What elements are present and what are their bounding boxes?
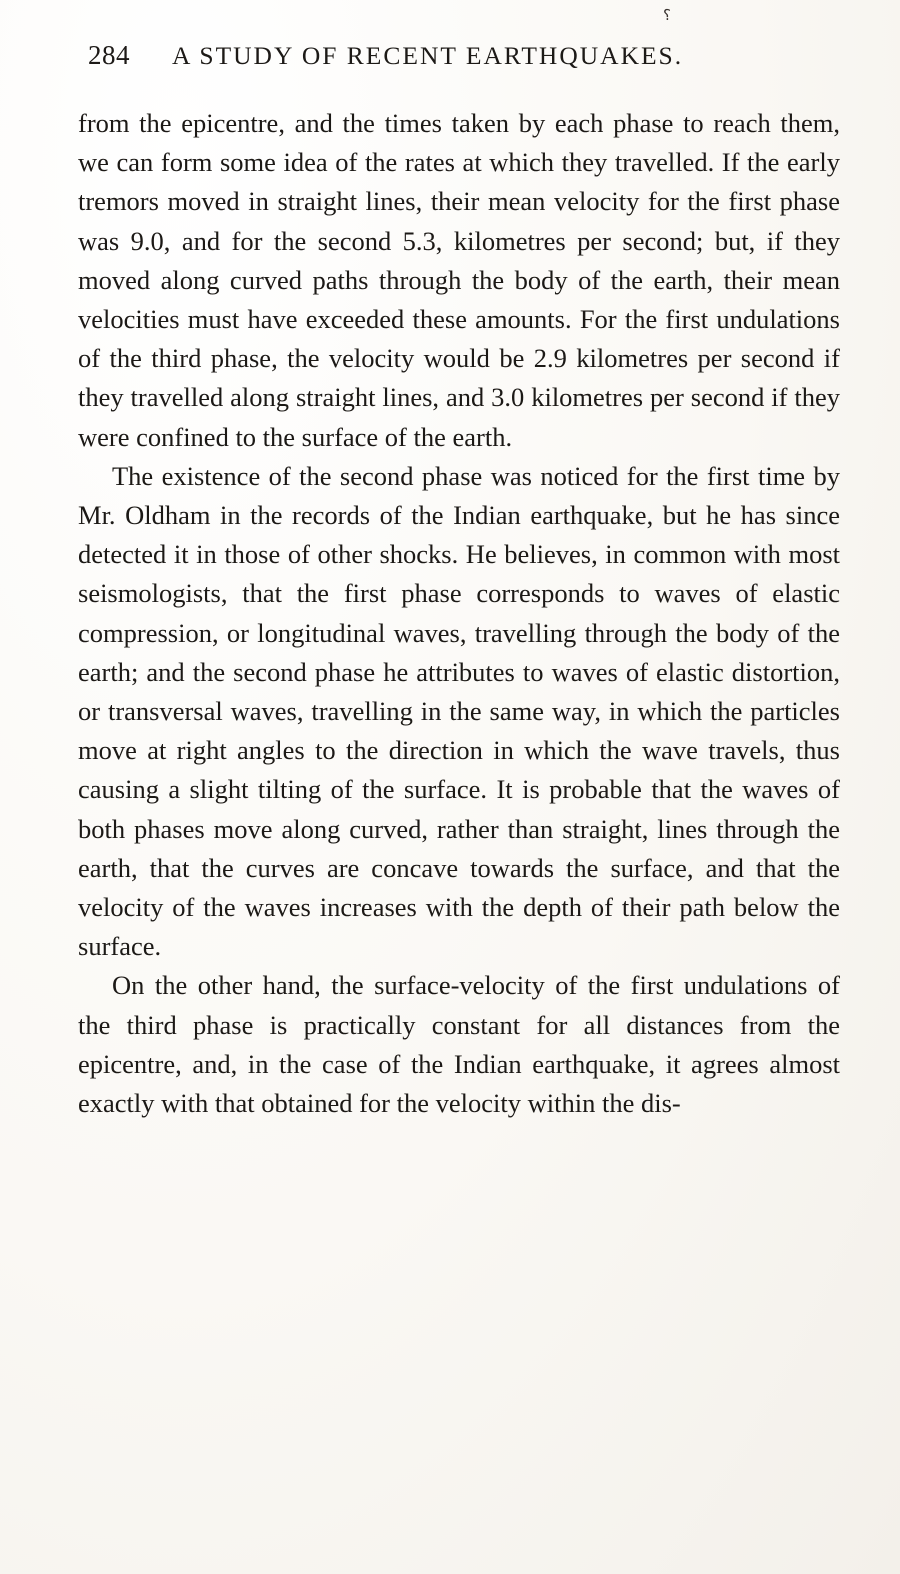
running-head: A STUDY OF RECENT EARTHQUAKES. (172, 41, 684, 70)
paragraph: The existence of the second phase was noticed for the first time by Mr. Oldham in the records of the Indian earthquake, but he has since detected it in those of other shocks. He believes, in common with most seismologists, that the first phase corresponds to waves of elastic compression, or longitudinal waves, travelling through the body of the earth; and the second phase he attributes to waves of elastic distortion, or transversal waves, travelling in the same way, in which the particles move at right angles to the direction in which the wave travels, thus causing a slight tilting of the surface. It is probable that the waves of both phases move along curved, rather than straight, lines through the earth, that the curves are concave towards the surface, and that the velocity of the waves increases with the depth of their path below the surface. (78, 460, 840, 962)
paragraph: On the other hand, the surface-velocity of the first undulations of the third phase is practically constant for all distances from the epicentre, and, in the case of the Indian earthquake, it agrees almost exactly with that obtained for the velocity within the dis- (78, 970, 840, 1119)
page-number: 284 (88, 40, 130, 70)
body-text (78, 104, 840, 1123)
paragraph: from the epicentre, and the times taken by each phase to reach them, we can form some idea of the rates at which they travelled. If the early tremors moved in straight lines, their mean velocity for the first phase was 9.0, and for the second 5.3, kilometres per second; but, if they moved along curved paths through the body of the earth, their mean velocities must have exceeded these amounts. For the first undulations of the third phase, the velocity would be 2.9 kilometres per second if they travelled along straight lines, and 3.0 kilometres per second if they were confined to the surface of the earth. (78, 108, 840, 452)
page-header (0, 40, 900, 71)
ink-speck-icon: ⸮ (663, 8, 671, 24)
